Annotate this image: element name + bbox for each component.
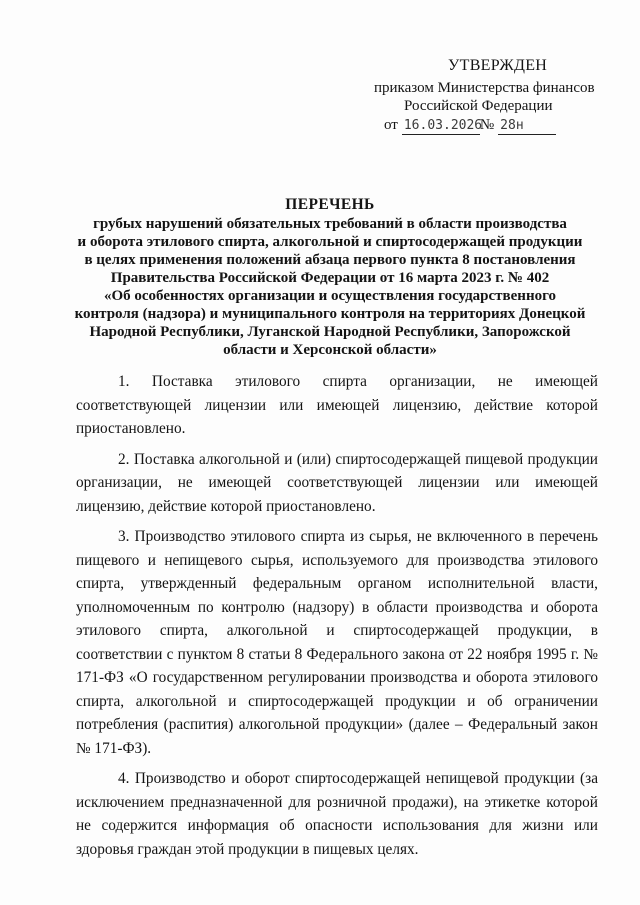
- title-line: грубых нарушений обязательных требований в области производства: [93, 216, 567, 232]
- approved-label: УТВЕРЖДЕН: [448, 57, 548, 74]
- title-line: Народной Республики, Луганской Народной Республики, Запорожской: [89, 324, 571, 340]
- number-prefix: №: [479, 117, 495, 133]
- list-item-3: 3. Производство этилового спирта из сырья, не включенного в перечень пищевого и непищевого сырья, используемого для производства этилового спирта, утвержденный федеральным органом исполнительной власти, уполномоченным по контролю (надзору) в области производства и оборота этилового спирта, алкогольной и спиртосодержащей продукции, в соответствии с пунктом 8 статьи 8 Федерального закона от 22 ноября 1995 г. № 171-ФЗ «О государственном регулировании производства и оборота этилового спирта, алкогольной и спиртосодержащей продукции и об ограничении потребления (распития) алкогольной продукции» (далее – Федеральный закон № 171-ФЗ).: [76, 528, 598, 757]
- title-heading: ПЕРЕЧЕНЬ: [285, 196, 375, 213]
- list-item-2: 2. Поставка алкогольной и (или) спиртосодержащей пищевой продукции организации, не имеющей соответствующей лицензии или имеющей лицензию, действие которой приостановлено.: [76, 450, 598, 515]
- document-body: [76, 370, 598, 868]
- title-line: области и Херсонской области»: [223, 342, 437, 358]
- date-prefix: от: [384, 117, 398, 133]
- approval-date-row: [384, 116, 556, 135]
- title-line: и оборота этилового спирта, алкогольной и спиртосодержащей продукции: [77, 234, 583, 250]
- approval-ministry-line: Российской Федерации: [404, 98, 553, 114]
- list-item-1: 1. Поставка этилового спирта организации, не имеющей соответствующей лицензии или имеющей лицензию, действие которой приостановлено.: [76, 373, 598, 437]
- document-title: [60, 196, 600, 359]
- order-date-stamp: 16.03.2026: [403, 118, 483, 133]
- title-line: контроля (надзора) и муниципального контроля на территориях Донецкой: [74, 306, 586, 322]
- order-number-stamp: 28н: [498, 118, 556, 135]
- approval-order-line: приказом Министерства финансов: [374, 80, 595, 96]
- title-line: Правительства Российской Федерации от 16 марта 2023 г. № 402: [110, 270, 550, 286]
- title-line: «Об особенностях организации и осуществления государственного: [103, 288, 557, 304]
- title-line: в целях применения положений абзаца первого пункта 8 постановления: [84, 252, 576, 268]
- list-item-4: 4. Производство и оборот спиртосодержащей непищевой продукции (за исключением предназначенной для розничной продажи), на этикетке которой не содержится информация об опасности использования для жизни или здоровья граждан этой продукции в пищевых целях.: [76, 770, 598, 858]
